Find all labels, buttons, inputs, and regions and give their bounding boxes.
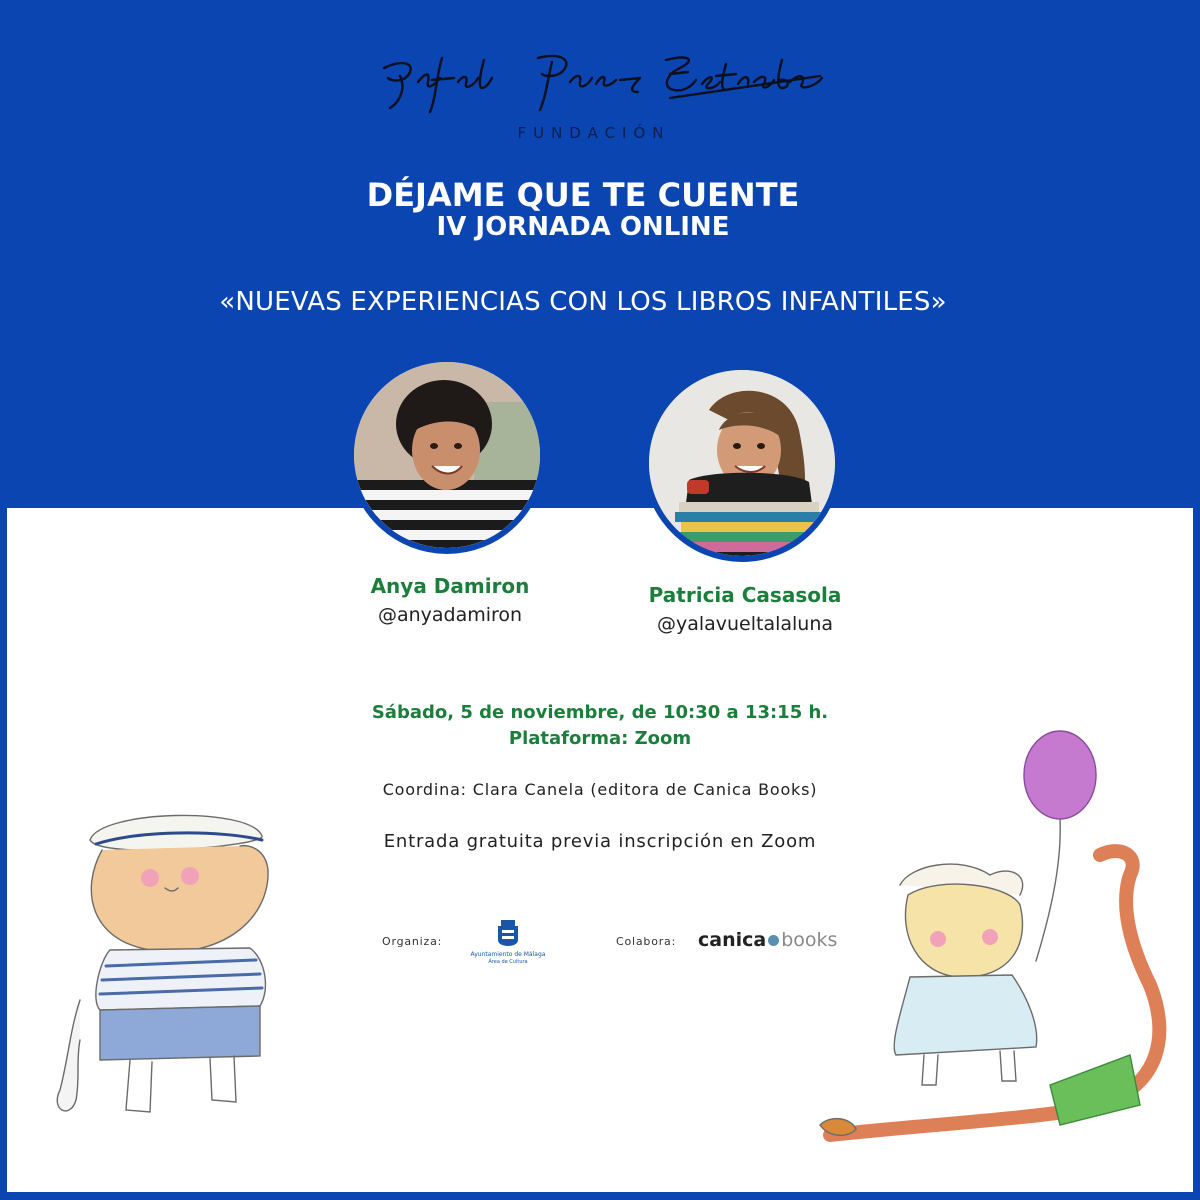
- collaborator-label: Colabora:: [616, 935, 677, 948]
- frame-right: [1193, 508, 1200, 1200]
- frame-left: [0, 508, 7, 1200]
- event-coordinator: Coordina: Clara Canela (editora de Canica Books): [382, 780, 818, 799]
- collaborator-logo-part2: books: [781, 929, 838, 951]
- event-date: Sábado, 5 de noviembre, de 10:30 a 13:15 h.: [371, 702, 829, 723]
- event-theme: «NUEVAS EXPERIENCIAS CON LOS LIBROS INFANTILES»: [219, 287, 947, 317]
- event-platform: Plataforma: Zoom: [508, 728, 692, 749]
- speaker-handle-patricia[interactable]: @yalavueltalaluna: [656, 613, 834, 635]
- collaborator-logo-dot: [768, 935, 779, 946]
- speaker-handle-anya[interactable]: @anyadamiron: [377, 604, 523, 626]
- organizer-label: Organiza:: [382, 935, 443, 948]
- speaker-photo-anya: [348, 356, 546, 554]
- event-entry: Entrada gratuita previa inscripción en Zoom: [383, 831, 817, 852]
- speaker-photo-patricia: [643, 364, 841, 562]
- foundation-label: FUNDACIÓN: [517, 124, 671, 142]
- event-subtitle: IV JORNADA ONLINE: [436, 212, 730, 242]
- sailor-boy-illustration: [40, 800, 310, 1130]
- foundation-signature-logo: [370, 38, 830, 118]
- organizer-logo-sub: Área de Cultura: [488, 959, 528, 965]
- event-title: DÉJAME QUE TE CUENTE: [366, 176, 800, 214]
- collaborator-logo-part1: canica: [698, 929, 767, 951]
- girl-balloon-dog-illustration: [800, 725, 1190, 1165]
- speaker-name-anya: Anya Damiron: [370, 574, 530, 598]
- frame-bottom: [0, 1192, 1200, 1200]
- organizer-logo: [466, 918, 550, 966]
- organizer-logo-text: Ayuntamiento de Málaga: [470, 951, 546, 958]
- speaker-name-patricia: Patricia Casasola: [648, 583, 842, 607]
